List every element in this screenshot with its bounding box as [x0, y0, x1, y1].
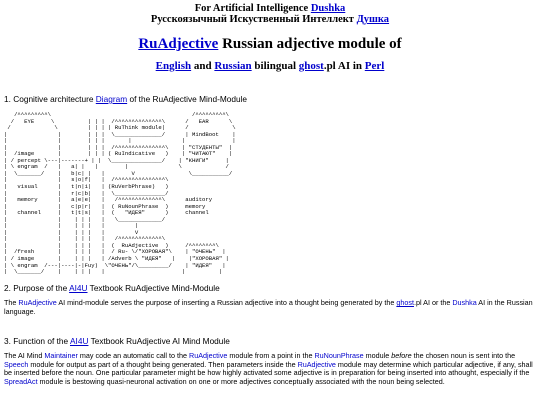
ruadjective-title-link[interactable]: RuAdjective	[138, 36, 219, 52]
ai4u-link-2[interactable]: AI4U	[69, 336, 89, 346]
ruadjective-link[interactable]: RuAdjective	[189, 351, 228, 360]
page-subtitle	[0, 60, 540, 72]
section1-heading	[4, 94, 247, 104]
section3-suffix: Textbook RuAdjective AI Mind Module	[90, 336, 230, 346]
perl-link[interactable]: Perl	[364, 60, 385, 72]
subtitle-and: and	[193, 60, 212, 72]
header-line1-prefix: For Artificial Intelligence	[194, 3, 309, 14]
section1-suffix: of the RuAdjective Mind-Module	[129, 94, 248, 104]
section3-heading	[4, 336, 230, 346]
runounphrase-link[interactable]: RuNounPhrase	[314, 351, 364, 360]
para3-text: module is bestowing quasi-neuronal activation on one or more adjectives conceptually associated with the noun being selected.	[37, 377, 445, 387]
diagram-link[interactable]: Diagram	[95, 94, 128, 104]
page-title	[0, 36, 540, 52]
para3-text: The AI Mind	[4, 351, 45, 360]
ghost-link[interactable]: ghost	[298, 60, 324, 72]
function-paragraph	[4, 352, 535, 387]
section2-prefix: 2. Purpose of the	[4, 283, 68, 293]
para2-text: AI in the Russian language.	[4, 298, 533, 316]
header-line-russian	[0, 14, 540, 26]
cognitive-architecture-diagram: /^^^^^^^^^\ /^^^^^^^^^\ / EYE \ | | | /^^^^^^^^^^^^^^\ / EAR \ / \ | | | | RuThink module| / \ | | | | | \______________/ | MindBoot | | | | | | | | | | | | | | /^^^^^^^^^^^^^^^\ | "СТУДЕНТЫ" | | /image | | | | ( RuIndicative ) | "ЧИТАЮТ" | | / percept \---|-------+ | | \_______________/ | "КНИГИ" | | \ engram / | a| | | | \ / | \_______/ | b|c| | | V \___________/ | | s|o|f| | /^^^^^^^^^^^^^^^\ | visual | t|n|i| | (RuVerbPhrase) ) | | r|c|b| | \_______________/ | memory | a|e|e| | /^^^^^^^^^^^^^\ auditory | | c|p|r| | ( RuNounPhrase ) memory | channel | t|t|s| | ( "ИДЕЯ" ) channel | | | | | | \_____________/ | | | | | | | | | | | | | V | | | | | | /^^^^^^^^^^^^^\ | | | | | | ( RuAdjective ) /^^^^^^^^\ | /fresh | | | | | / Ru- \/"ХОРОВАЯ"\ | "ОЧЕНЬ" | | / image | | | | | /Adverb \ "ИДЕЯ" | |"ХОРОВАЯ" | | \ engram /---|----|-|Fuy) \"ОЧЕНЬ"/\_________/ | "ИДЕЯ" | | \_______/ | | | | | | |	[4, 111, 236, 276]
para3-text: module for output as part of a thought being generated. Then parameters inside the	[28, 359, 298, 369]
ruadjective-link[interactable]: RuAdjective	[18, 298, 57, 307]
para3-text: may code an automatic call to the	[77, 351, 189, 360]
speech-link[interactable]: Speech	[4, 359, 29, 369]
section3-prefix: 3. Function of the	[4, 336, 69, 346]
para3-text: the chosen noun is sent into the	[411, 351, 516, 360]
ai4u-link[interactable]: AI4U	[69, 283, 88, 293]
spreadact-link[interactable]: SpreadAct	[4, 377, 38, 387]
para3-text: module	[363, 351, 392, 360]
section1-prefix: 1. Cognitive architecture	[4, 94, 94, 104]
para2-text: .pl AI or the	[413, 298, 453, 307]
ruadjective-link[interactable]: RuAdjective	[297, 359, 336, 369]
subtitle-bilingual: bilingual	[254, 60, 296, 72]
para2-text: AI mind-module serves the purpose of inserting a Russian adjective into a thought being generated by the	[56, 298, 397, 307]
subtitle-ai-in: .pl AI in	[323, 60, 363, 72]
before-emphasis: before	[391, 351, 412, 360]
dushka-paragraph-link[interactable]: Dushka	[452, 298, 477, 307]
purpose-paragraph	[4, 299, 535, 316]
para2-text: The	[4, 298, 19, 307]
dushka-russian-link[interactable]: Душка	[356, 14, 390, 25]
ghost-paragraph-link[interactable]: ghost	[396, 298, 414, 307]
english-link[interactable]: English	[155, 60, 192, 72]
section2-heading	[4, 283, 220, 293]
dushka-link[interactable]: Dushka	[310, 3, 346, 14]
maintainer-link[interactable]: Maintainer	[44, 351, 78, 360]
russian-link[interactable]: Russian	[214, 60, 252, 72]
page-title-text: Russian adjective module of	[222, 36, 402, 52]
header-line2-prefix: Русскоязычный Искуственный Интеллект	[150, 14, 354, 25]
para3-text: module may determine which particular adjective, if any, shall be inserted before the noun. One particular parameter might be how highly activated some adjective is in preparation for being inserted into athought, especially if the	[4, 359, 533, 378]
section2-suffix: Textbook RuAdjective Mind-Module	[89, 283, 220, 293]
para3-text: module from a point in the	[227, 351, 315, 360]
